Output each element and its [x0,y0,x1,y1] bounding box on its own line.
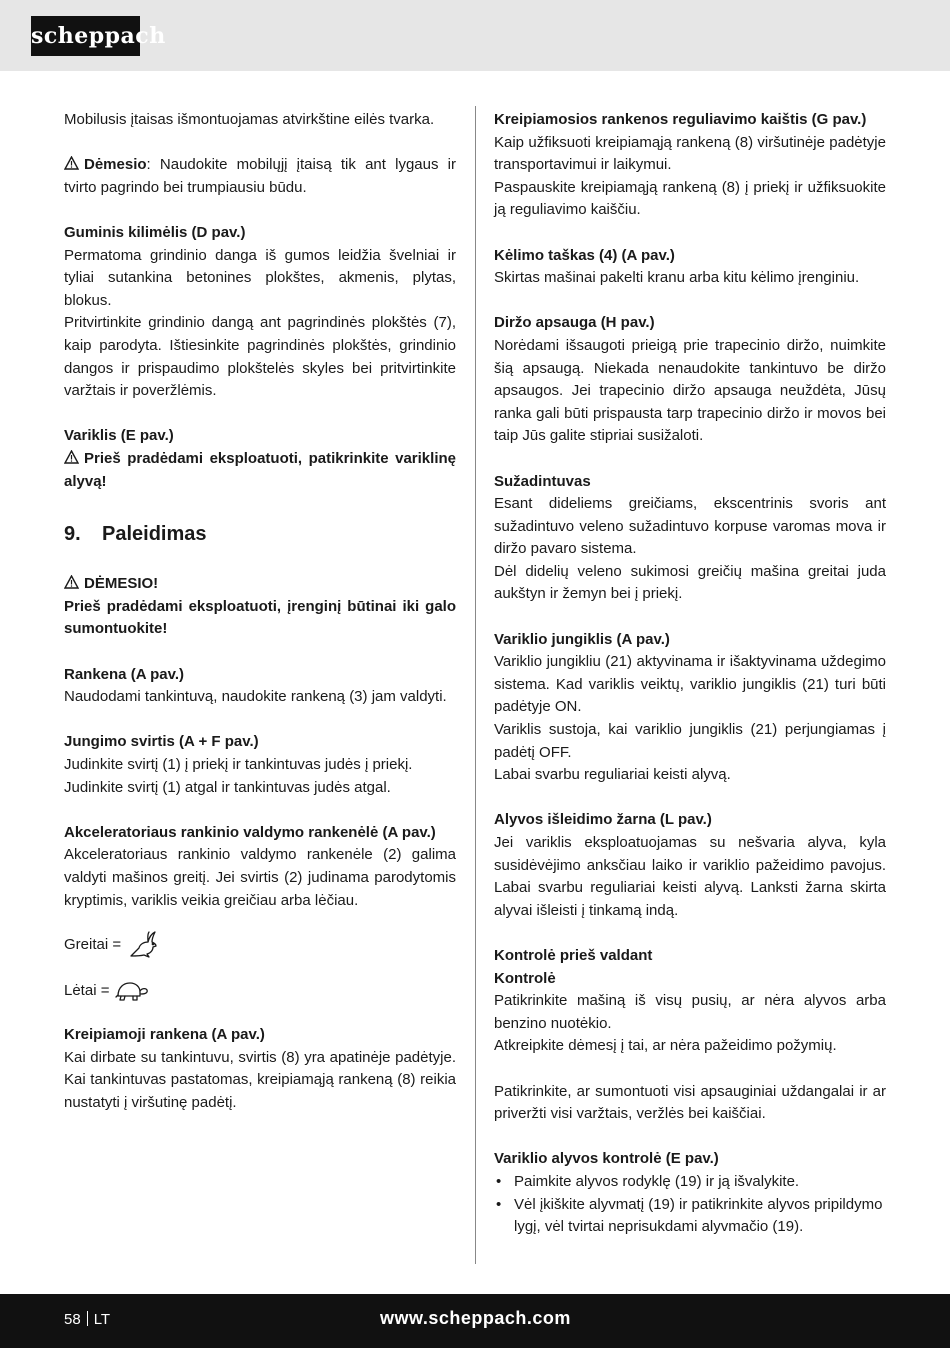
turtle-icon [115,979,149,1003]
engine-warning-text: Prieš pradėdami eksploatuoti, patikrinkite variklinę alyvą! [64,449,456,490]
engine-warning [64,448,456,493]
oil-check-heading: Variklio alyvos kontrolė (E pav.) [494,1150,719,1168]
paragraph: Jei variklis eksploatuojamas su nešvaria alyva, kyla susidėvėjimo anksčiau laiko ir variklio pažeidimo pavojus. Labai svarbu reguliariai keisti alyvą. Lanksti žarna skirta alyvai išleisti į tinkamą indą. [494,834,886,919]
paragraph: Variklis sustoja, kai variklio jungiklis (21) perjungiamas į padėtį OFF. [494,721,886,761]
paragraph: Skirtas mašinai pakelti kranu arba kitu kėlimo įrenginiu. [494,269,860,287]
warning-triangle-icon [64,156,79,170]
paragraph: Judinkite svirtį (1) atgal ir tankintuvas judės atgal. [64,778,391,796]
paragraph: Patikrinkite mašiną iš visų pusių, ar nėra alyvos arba benzino nuotėkio. [494,992,886,1032]
paragraph: Judinkite svirtį (1) į priekį ir tankintuvas judės į priekį. [64,756,413,774]
slow-label: Lėtai = [64,981,110,999]
fast-speed-row [64,926,456,964]
paragraph: Labai svarbu reguliariai keisti alyvą. [494,766,731,784]
paragraph: Esant dideliems greičiams, ekscentrinis svoris ant sužadintuvo veleno sužadintuvo korpuse varomas mova ir diržo pavaro sistema. [494,495,886,558]
website-link[interactable]: www.scheppach.com [380,1308,571,1328]
right-column [494,109,886,1239]
engine-switch-heading: Variklio jungiklis (A pav.) [494,630,670,648]
page-number-value: 58 [64,1311,81,1328]
paragraph: Pritvirtinkite grindinio dangą ant pagrindinės plokštės (7), kaip parodyta. Ištiesinkite pagrindinės plokštės, grindinio dangos ir prispaudimo plokštelės skyles bei pritvirtinkite varžtais ir poveržlėmis. [64,314,456,400]
warning-triangle-icon [64,575,79,589]
column-divider [475,106,476,1264]
section-number: 9. [64,522,81,545]
paragraph: Mobilusis įtaisas išmontuojamas atvirkštine eilės tvarka. [64,111,435,128]
paragraph: Naudodami tankintuvą, naudokite rankeną (3) jam valdyti. [64,688,447,706]
paragraph: Akceleratoriaus rankinio valdymo rankenėle (2) galima valdyti mašinos greitį. Jei svirtis (2) judinama parodytomis kryptimis, variklis veikia greičiau arba lėčiau. [64,846,456,909]
fast-label: Greitai = [64,935,122,953]
left-column [64,109,456,1115]
control-subheading: Kontrolė [494,969,556,987]
paragraph: Patikrinkite, ar sumontuoti visi apsauginiai uždangalai ir ar priveržti visi varžtais, veržlės bei kaiščiai. [494,1082,886,1123]
pin-heading: Kreipiamosios rankenos reguliavimo kaištis (G pav.) [494,111,867,128]
handle-heading: Rankena (A pav.) [64,665,185,683]
belt-guard-heading: Diržo apsauga (H pav.) [494,314,655,332]
throttle-heading: Akceleratoriaus rankinio valdymo rankenėlė (A pav.) [64,823,436,841]
engine-heading: Variklis (E pav.) [64,427,174,445]
oil-check-list [494,1171,886,1239]
paragraph: Atkreipkite dėmesį į tai, ar nėra pažeidimo požymių. [494,1037,837,1055]
list-item: • Vėl įkiškite alyvmatį (19) ir patikrinkite alyvos pripildymo lygį, vėl tvirtai neprisukdami alyvmačio (19). [494,1194,886,1239]
paragraph: Dėl didelių veleno sukimosi greičių mašina greitai juda aukštyn ir žemyn bei į priekį. [494,562,886,603]
rubber-mat-heading: Guminis kilimėlis (D pav.) [64,223,246,241]
guide-handle-heading: Kreipiamoji rankena (A pav.) [64,1026,265,1044]
language-code: LT [93,1311,111,1328]
paragraph: Kaip užfiksuoti kreipiamąją rankeną (8) viršutinėje padėtyje transportavimui ir laikymui. [494,133,886,174]
attention-text-label: DĖMESIO! [84,575,159,593]
page-number [64,1311,110,1328]
exciter-heading: Sužadintuvas [494,472,591,490]
warning-triangle-icon [64,450,79,464]
control-heading: Kontrolė prieš valdant [494,946,653,964]
warning-paragraph [64,154,456,199]
scheppach-logo: scheppach [31,16,140,56]
paragraph: Permatoma grindinio danga iš gumos leidžia švelniai ir tyliai sutankina betonines plokštes, akmenis, plytas, blokus. [64,246,456,309]
paragraph: Norėdami išsaugoti prieigą prie trapecinio diržo, nuimkite šią apsaugą. Niekada nenaudokite tankintuvo be diržo apsaugos. Jei trapecinio diržo apsauga neuždėta, Jūsų ranka gali būti prispausta tarp trapecinio diržo ir movos bei taip Jūs galite stipriai susižaloti. [494,336,886,445]
slow-speed-row [64,972,456,1010]
list-item: • Paimkite alyvos rodyklę (19) ir ją išvalykite. [494,1171,886,1194]
paragraph: Kai dirbate su tankintuvu, svirtis (8) yra apatinėje padėtyje. Kai tankintuvas pastatomas, kreipiamąją rankeną (8) reikia nustatyti į viršutinę padėtį. [64,1048,456,1111]
lever-heading: Jungimo svirtis (A + F pav.) [64,733,259,751]
warning-label: Dėmesio [84,156,147,174]
attention-text: Prieš pradėdami eksploatuoti, įrenginį būtinai iki galo sumontuokite! [64,597,456,638]
drain-hose-heading: Alyvos išleidimo žarna (L pav.) [494,811,712,829]
warning-text: : Naudokite mobilųjį įtaisą tik ant lygaus ir tvirto pagrindo bei trumpiausiu būdu. [64,156,456,196]
section-heading [64,521,456,547]
page-header [0,0,950,71]
attention-label [64,573,456,596]
page-footer [0,1294,950,1348]
paragraph: Paspauskite kreipiamąją rankeną (8) į priekį ir užfiksuokite ją reguliavimo kaiščiu. [494,178,886,219]
section-title: Paleidimas [102,522,207,545]
rabbit-icon [127,930,159,960]
paragraph: Variklio jungikliu (21) aktyvinama ir išaktyvinama uždegimo sistema. Kad variklis veiktų, variklio jungiklis (21) turi būti padėtyje ON. [494,653,886,716]
lift-point-heading: Kėlimo taškas (4) (A pav.) [494,246,675,264]
